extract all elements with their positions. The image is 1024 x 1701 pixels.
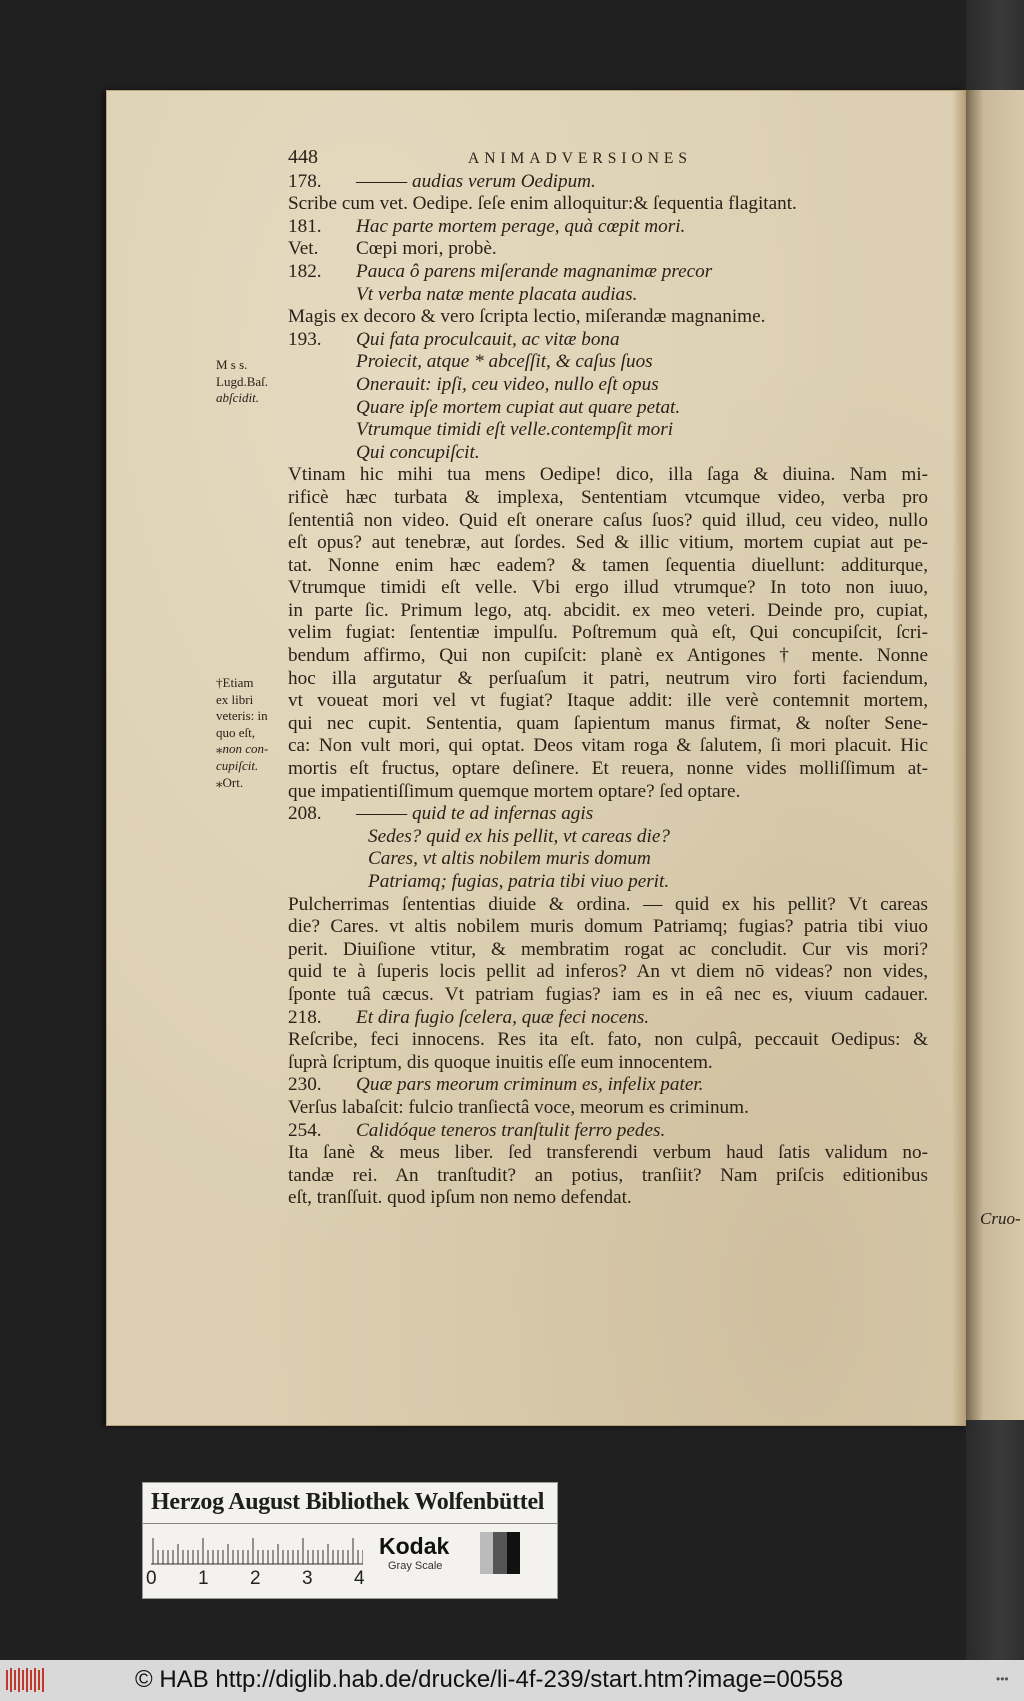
line-text: Magis ex decoro & vero ſcripta lectio, miſerandæ magnanime. [288, 306, 766, 328]
text-line [288, 555, 928, 578]
text-line [288, 193, 928, 216]
margin-note-line: Lugd.Baſ. [216, 373, 268, 389]
text-line [288, 690, 928, 713]
verse-number: 254. [288, 1119, 322, 1141]
verse-number: 178. [288, 170, 322, 192]
line-text: ca: Non vult mori, qui optat. Deos vitam roga & ſalutem, ſi mori placuit. Hic [288, 735, 928, 757]
text-line [288, 600, 928, 623]
text-line [288, 735, 928, 758]
line-text: Pulcherrimas ſententias diuide & ordina. — quid ex his pellit? Vt careas [288, 893, 928, 915]
text-line [288, 1187, 928, 1210]
line-text: Et dira fugio ſcelera, quæ feci nocens. [356, 1006, 650, 1028]
margin-note-line: ⁎Ort. [216, 774, 244, 790]
line-text: Scribe cum vet. Oedipe. ſeſe enim alloquitur:& ſequentia flagitant. [288, 193, 797, 215]
line-text: Calidóque teneros tranſtulit ferro pedes. [356, 1119, 666, 1141]
line-text: Sedes? quid ex his pellit, vt careas die? [368, 825, 670, 847]
margin-note-line: M s s. [216, 357, 248, 372]
text-line [288, 487, 928, 510]
line-text: Qui concupiſcit. [356, 441, 480, 463]
ruler-label: 0 [146, 1568, 157, 1589]
text-line [288, 329, 928, 352]
line-text: Hac parte mortem perage, quà cœpit mori. [356, 215, 686, 237]
text-line [288, 284, 928, 307]
margin-note-line: veteris: in [216, 708, 268, 724]
margin-note-mss [216, 357, 292, 407]
margin-note-line: cupiſcit. [216, 757, 259, 773]
text-line [288, 261, 928, 284]
line-text: rificè hæc turbata & implexa, Sententiam vtcumque video, verba pro [288, 486, 928, 508]
text-line [288, 464, 928, 487]
ruler-label: 2 [250, 1568, 261, 1589]
text-line [288, 916, 928, 939]
library-name: Herzog August Bibliothek Wolfenbüttel [151, 1489, 545, 1515]
text-line [288, 645, 928, 668]
text-line [288, 1029, 928, 1052]
line-text: Patriamq; fugias, patria tibi viuo perit. [368, 871, 670, 892]
footer-more-icon[interactable]: ••• [996, 1672, 1009, 1686]
line-text: Onerauit: ipſi, ceu video, nullo eſt opus [356, 373, 659, 395]
text-line [288, 216, 928, 239]
main-text [288, 146, 928, 1210]
text-line [288, 397, 928, 420]
text-line [288, 758, 928, 781]
line-text: Pauca ô parens miſerande magnanimæ precor [356, 260, 713, 282]
line-text: ſententiâ non video. Quid eſt onerare caſus ſuos? quid illud, ceu video, nullo [288, 509, 928, 531]
text-line [288, 1052, 928, 1075]
text-line [288, 1142, 928, 1165]
hab-logo-icon [4, 1666, 48, 1694]
text-line [288, 894, 928, 917]
text-line [288, 351, 928, 374]
verse-number: 230. [288, 1074, 322, 1096]
line-text: que impatientiſſimum quemque mortem optare? ſed optare. [288, 780, 741, 802]
line-text: Proiecit, atque * abceſſit, & caſus ſuos [356, 351, 653, 373]
kodak-logo: Kodak [379, 1533, 450, 1559]
card-divider [143, 1523, 557, 1524]
gray-patch-dark [493, 1532, 506, 1574]
line-text: die? Cares. vt altis nobilem muris domum Patriamq; fugias? patria tibi viuo [288, 916, 928, 938]
text-line [288, 306, 928, 329]
line-text: velim fugiat: ſententiæ impulſu. Poſtremum quà eſt, Qui concupiſcit, ſcri- [288, 622, 928, 644]
line-text: Vtrumque timidi eſt velle.contempſit mori [356, 419, 674, 441]
text-line [288, 1074, 928, 1097]
line-text: Cares, vt altis nobilem muris domum [368, 848, 651, 870]
line-text: Ita ſanè & meus liber. ſed transferendi verbum haud ſatis validum no- [288, 1142, 928, 1164]
text-line [288, 939, 928, 962]
text-lines [288, 171, 928, 1210]
page-number: 448 [288, 146, 318, 168]
text-line [288, 622, 928, 645]
text-line [288, 803, 928, 826]
line-text: Quare ipſe mortem cupiat aut quare petat. [356, 396, 681, 418]
line-text: vt voueat mori vel vt fugiat? Itaque addit: ille verè contemnit mortem, [288, 690, 928, 712]
line-text: Cœpi mori, probè. [356, 238, 497, 260]
book-page [106, 90, 1021, 1426]
text-line [288, 871, 928, 894]
margin-note-line: abſcidit. [216, 390, 259, 406]
ruler-scale [151, 1535, 363, 1565]
text-line [288, 984, 928, 1007]
footer-citation: © HAB http://diglib.hab.de/drucke/li-4f-239/start.htm?image=00558 [135, 1666, 844, 1693]
margin-note-etiam [216, 675, 294, 791]
text-line [288, 171, 928, 194]
line-text: eſt opus? aut tenebræ, aut ſordes. Sed & illic vitium, mortem cupiat aut pe- [288, 532, 928, 554]
text-line [288, 374, 928, 397]
verse-number: 193. [288, 328, 322, 350]
library-color-card [143, 1483, 557, 1598]
text-line [288, 1120, 928, 1143]
line-text: Vt verba natæ mente placata audias. [356, 283, 638, 305]
text-line [288, 848, 928, 871]
line-text: in parte ſic. Primum lego, atq. abcidit. ex meo veteri. Deinde pro, cupiat, [288, 599, 928, 621]
kodak-subtitle: Gray Scale [388, 1560, 443, 1572]
ruler-label: 3 [302, 1568, 313, 1589]
text-line [288, 713, 928, 736]
text-line [288, 1007, 928, 1030]
line-text: eſt, tranſſuit. quod ipſum non nemo defendat. [288, 1187, 632, 1209]
line-text: Quæ pars meorum criminum es, infelix pater. [356, 1074, 704, 1096]
line-text: qui nec cupit. Sententia, quam ſapientum manus firmat, & noſter Sene- [288, 712, 928, 734]
line-text: Qui fata proculcauit, ac vitæ bona [356, 328, 620, 350]
catchword: Cruo- [980, 1209, 1021, 1228]
text-line [288, 1165, 928, 1188]
line-text: hoc illa argutatur & perſuaſum it patri, neutrum viro forti faciendum, [288, 667, 928, 689]
running-head: ANIMADVERSIONES [468, 150, 692, 167]
margin-note-line: ⁎non con- [216, 741, 269, 757]
gray-scale-patch [480, 1532, 520, 1574]
line-text: ——— quid te ad infernas agis [356, 803, 594, 825]
ruler-label: 4 [354, 1568, 365, 1589]
line-text: ——— audias verum Oedipum. [356, 170, 596, 192]
line-text: quid te à ſuperis locis pellit ad inferos? An vt diem nō videas? non vides, [288, 961, 928, 983]
line-text: Vtinam hic mihi tua mens Oedipe! dico, illa ſaga & diuina. Nam mi- [288, 464, 928, 486]
viewer-footer [0, 1660, 1024, 1701]
line-text: tandæ rei. An tranſtudit? an potius, tranſiit? Nam priſcis editionibus [288, 1164, 928, 1186]
margin-note-line: †Etiam [216, 675, 254, 690]
text-line [288, 532, 928, 555]
margin-note-line: quo eſt, [216, 724, 255, 740]
line-text: Reſcribe, feci innocens. Res ita eſt. fato, non culpâ, peccauit Oedipus: & [288, 1029, 928, 1051]
gray-patch-black [507, 1532, 520, 1574]
gray-patch-light [480, 1532, 493, 1574]
margin-note-line: ex libri [216, 691, 254, 707]
line-text: Verſus labaſcit: fulcio tranſiectâ voce, meorum es criminum. [288, 1096, 749, 1118]
text-line [288, 238, 928, 261]
ruler-label: 1 [198, 1568, 209, 1589]
verse-number: Vet. [288, 238, 319, 260]
text-line [288, 442, 928, 465]
text-line [288, 1097, 928, 1120]
verse-number: 181. [288, 215, 322, 237]
line-text: bendum affirmo, Qui non cupiſcit: planè ex Antigones † mente. Nonne [288, 645, 928, 667]
verse-number: 182. [288, 260, 322, 282]
text-line [288, 577, 928, 600]
text-line [288, 781, 928, 804]
line-text: mortis eſt fructus, optare deſinere. Et reuera, nonne vides molliſſimum at- [288, 758, 928, 780]
line-text: Vtrumque timidi eſt velle. Vbi ergo illud vtrumque? In toto non iuuo, [288, 577, 928, 599]
line-text: tat. Nonne enim hæc eadem? & tamen ſequentia diuellunt: additurque, [288, 554, 928, 576]
verse-number: 218. [288, 1006, 322, 1028]
verse-number: 208. [288, 803, 322, 825]
line-text: perit. Diuiſione vtitur, & membratim rogat ac concludit. Cur vis mori? [288, 938, 928, 960]
text-line [288, 668, 928, 691]
text-line [288, 510, 928, 533]
line-text: ſponte tuâ cæcus. Vt patriam fugias? iam es in eâ nec es, viuum cadauer. [288, 983, 928, 1005]
text-line [288, 419, 928, 442]
text-line [288, 961, 928, 984]
line-text: ſuprà ſcriptum, dis quoque inuitis eſſe eum innocentem. [288, 1051, 713, 1073]
page-header [288, 146, 928, 171]
text-line [288, 826, 928, 849]
